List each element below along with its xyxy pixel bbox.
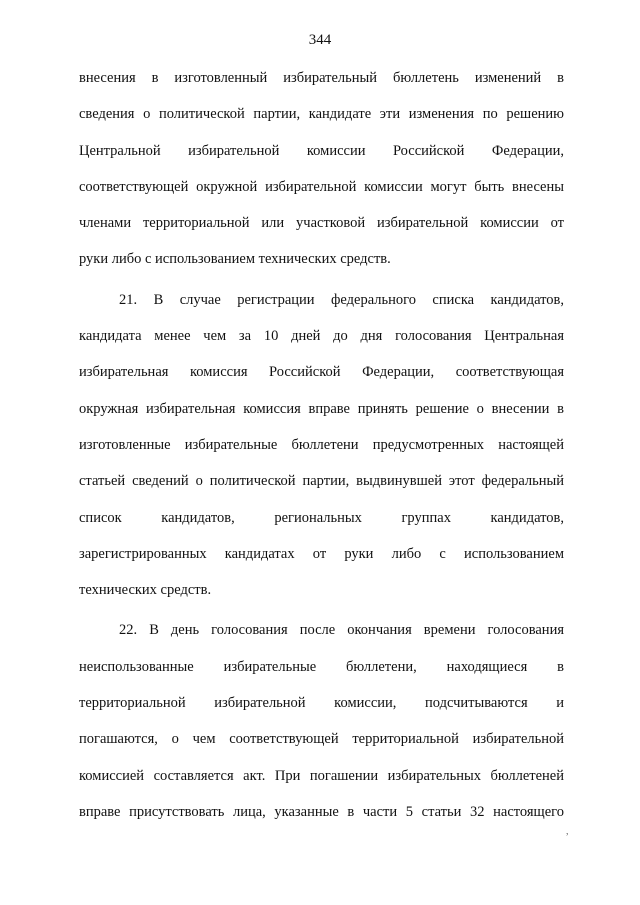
text-line: избирательная комиссия Российской Федерации, соответствующая (79, 364, 564, 381)
text-line: территориальной избирательной комиссии, подсчитываются и (79, 695, 564, 712)
text-line: погашаются, о чем соответствующей территориальной избирательной (79, 731, 564, 748)
text-line: 21. В случае регистрации федерального списка кандидатов, (119, 291, 564, 308)
text-line: статьей сведений о политической партии, выдвинувшей этот федеральный (79, 473, 564, 490)
text-line: окружная избирательная комиссия вправе принять решение о внесении в (79, 400, 564, 417)
paragraph (79, 68, 564, 286)
text-line: технических средств. (79, 582, 212, 599)
text-line: изготовленные избирательные бюллетени предусмотренных настоящей (79, 436, 564, 453)
document-body (79, 68, 564, 838)
scan-mark: , (566, 826, 569, 837)
paragraph (79, 290, 564, 617)
text-line: 22. В день голосования после окончания времени голосования (119, 622, 564, 639)
text-line: список кандидатов, региональных группах кандидатов, (79, 509, 564, 526)
paragraph (79, 620, 564, 838)
text-line: членами территориальной или участковой избирательной комиссии от (79, 215, 564, 232)
text-line: соответствующей окружной избирательной комиссии могут быть внесены (79, 178, 564, 195)
text-line: комиссией составляется акт. При погашении избирательных бюллетеней (79, 767, 564, 784)
text-line: руки либо с использованием технических средств. (79, 251, 391, 268)
text-line: кандидата менее чем за 10 дней до дня голосования Центральная (79, 328, 564, 345)
text-line: вправе присутствовать лица, указанные в части 5 статьи 32 настоящего (79, 803, 564, 820)
text-line: зарегистрированных кандидатах от руки либо с использованием (79, 545, 564, 562)
text-line: сведения о политической партии, кандидате эти изменения по решению (79, 106, 564, 123)
page-number: 344 (308, 32, 332, 48)
text-line: Центральной избирательной комиссии Российской Федерации, (79, 142, 564, 159)
text-line: внесения в изготовленный избирательный бюллетень изменений в (79, 70, 564, 86)
text-line: неиспользованные избирательные бюллетени, находящиеся в (79, 658, 564, 675)
